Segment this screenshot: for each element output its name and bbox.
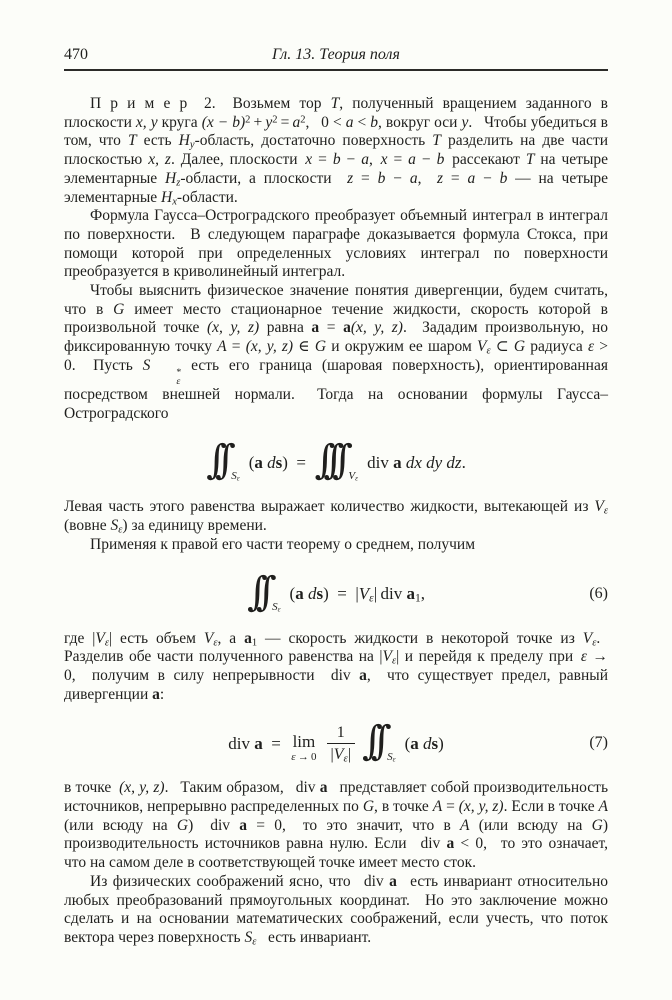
paragraph-invariance: Из физических соображений ясно, что div a есть инвариант относительно любых преобразований прямоугольных координат. Но это заключение можно сделать и на основании математических соображений, если учесть, что поток вектора через поверхность $S_\varepsilon$ есть инвариант. (64, 872, 608, 948)
equation-number: (6) (589, 584, 608, 602)
double-integral-sign: ∫∫ (362, 718, 380, 765)
equation-rhs: div a dx dy dz. (367, 452, 466, 472)
double-integral-sign: ∫∫ (206, 437, 224, 484)
integral-limit-s-epsilon: $S_\varepsilon$ (272, 601, 281, 614)
equation-body: (a ds) (404, 733, 444, 753)
equation-6 (64, 568, 608, 620)
integral-limit-s-epsilon: $S_\varepsilon$ (387, 750, 396, 764)
paragraph-left-side-meaning: Левая часть этого равенства выражает количество жидкости, вытекающей из $V_\varepsilon$ (вовне $S_\varepsilon$) за единицу времени. (64, 498, 608, 536)
paragraph-divide-and-limit: где $|V_\varepsilon|$ есть объем $V_\varepsilon$, а $a_1$ — скорость жидкости в некоторой точке из $V_\varepsilon$. Разделив обе части полученного равенства на $|V_\varepsilon|$ и перейдя к пределу при ε → 0, получим в силу непрерывности div a, что существует предел, равный дивергенции a: (64, 629, 608, 703)
page-number: 470 (64, 46, 88, 64)
double-integral-sign: ∫∫ (247, 568, 265, 615)
paragraph-sources-productivity: в точке (x, y, z). Таким образом, div a представляет собой производительность источников, непрерывно распределенных по G, в точке A = (x, y, z). Если в точке A (или всюду на G) div a = 0, то это значит, что в A (или всюду на G) производительность источников равна нулю. Если div a < 0, то это означает, что на самом деле в соответствующей точке имеет место сток. (64, 779, 609, 872)
equation-gauss-ostrogradsky (64, 436, 608, 488)
fraction-one-over-volume (327, 724, 355, 763)
paragraph-physical-meaning-divergence: Чтобы выяснить физическое значение понятия дивергенции, будем считать, что в G имеет место стационарное течение жидкости, скорость которой в произвольной точке (x, y, z) равна a = a(x, y, z). Зададим произвольную, но фиксированную точку A = (x, y, z) ∈ G и окружим ее шаром $V_\varepsilon$ ⊂ G радиуса ε > 0. Пусть S * ε есть его граница (шаровая поверхность), ориентированная посредством внешней нормали. Тогда на основании формулы Гаусса–Остроградского (64, 282, 609, 422)
integral-limit-s-epsilon: $S_\varepsilon$ (231, 469, 240, 483)
paragraph-example-2: П р и м е р 2. Возьмем тор T, полученный вращением заданного в плоскости x, y круга $(x - b)^2 + y^2 = a^2$, 0 < a < b, вокруг оси y. Чтобы убедиться в том, что T есть $H_y$-область, достаточно поверхность T разделить на две части плоскостью x, z. Далее, плоскости x = b − a, x = a − b рассекают T на четыре элементарные $H_z$-области, а плоскости z = b − a, z = a − b — на четыре элементарные $H_x$-области. (64, 95, 609, 207)
lim-label: lim (292, 732, 316, 752)
equation-lhs: (a ds) = (248, 452, 315, 472)
triple-integral-sign: ∫∫∫ (314, 437, 342, 484)
page-header (64, 44, 608, 71)
equation-number: (7) (589, 734, 608, 752)
equation-body: (a ds) = $|V_\varepsilon|$ div $a_1$, (289, 584, 425, 605)
chapter-title: Гл. 13. Теория поля (272, 46, 400, 64)
fraction-numerator: 1 (336, 723, 345, 741)
integral-limit-v-epsilon: $V_\varepsilon$ (348, 469, 359, 483)
paragraph-gauss-ostrogradsky-transform: Формула Гаусса–Остроградского преобразует объемный интеграл в интеграл по поверхности. В следующем параграфе доказывается формула Стокса, при помощи которой при определенных условиях интеграл по поверхности преобразуется в криволинейный интеграл. (64, 207, 608, 281)
equation-7 (64, 717, 608, 769)
paragraph-mean-value-theorem: Применяя к правой его части теорему о среднем, получим (90, 535, 476, 553)
fraction-denominator: $|V_\varepsilon|$ (327, 743, 355, 763)
limit-operator (291, 733, 316, 763)
lim-subscript: ε → 0 (291, 751, 317, 764)
equation-lead: div a = (228, 733, 290, 753)
